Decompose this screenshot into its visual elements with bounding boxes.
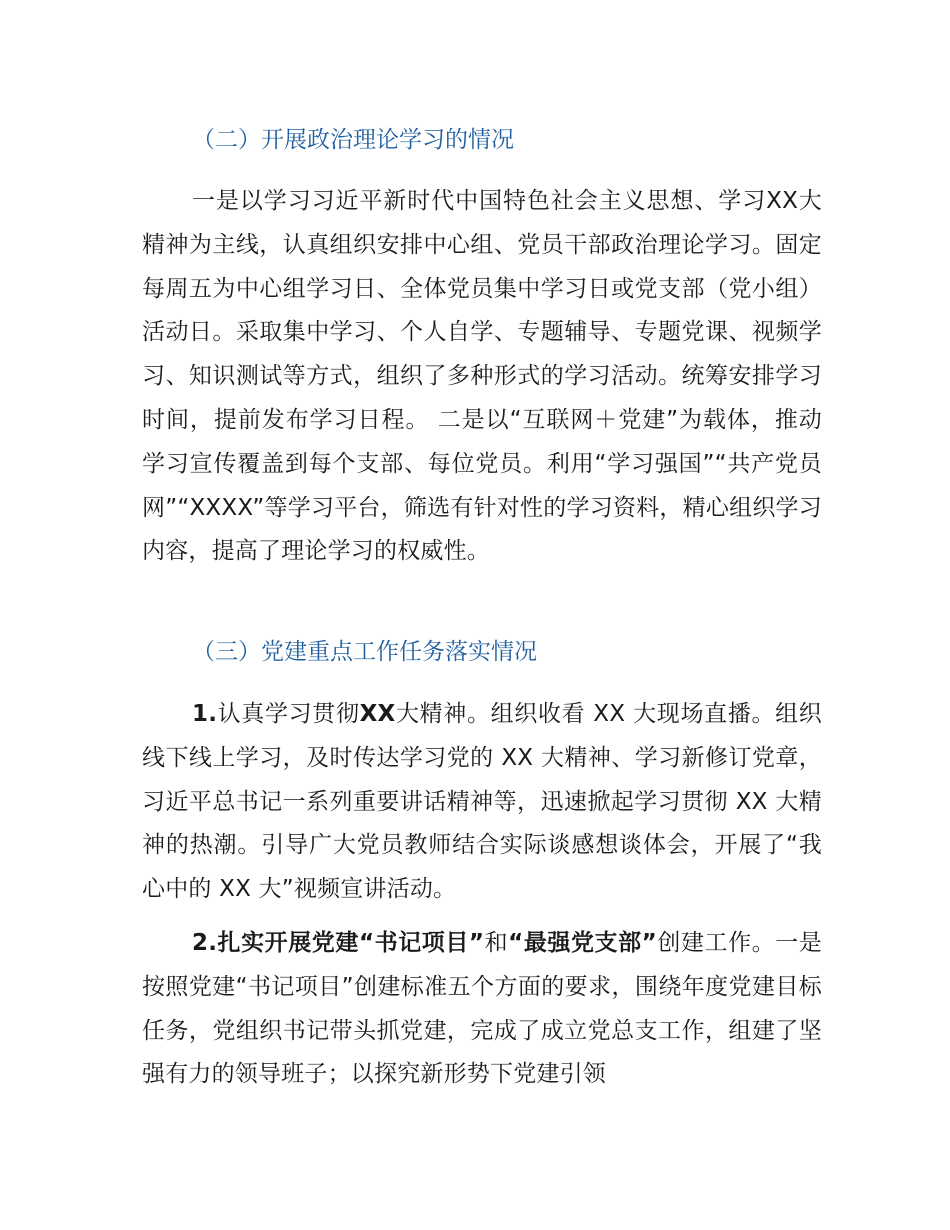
item-1-lead-b: 大精神。	[395, 701, 491, 727]
item-1-paragraph	[142, 693, 822, 912]
item-2-paragraph	[142, 922, 822, 1097]
item-1-body: 组织收看 XX 大现场直播。组织线下线上学习，及时传达学习党的 XX 大精神、学习新修订党章，习近平总书记一系列重要讲话精神等，迅速掀起学习贯彻 XX 大精神的热潮。引导广大党员教师结合实际谈感想谈体会，开展了“我心中的 XX 大”视频宣讲活动。	[142, 701, 822, 903]
item-1-number: 1.	[192, 701, 218, 727]
section-2-paragraph: 一是以学习习近平新时代中国特色社会主义思想、学习XX大精神为主线，认真组织安排中心组、党员干部政治理论学习。固定每周五为中心组学习日、全体党员集中学习日或党支部（党小组）活动日。采取集中学习、个人自学、专题辅导、专题党课、视频学习、知识测试等方式，组织了多种形式的学习活动。统筹安排学习时间，提前发布学习日程。 二是以“互联网＋党建”为载体，推动学习宣传覆盖到每个支部、每位党员。利用“学习强国”“共产党员网”“XXXX”等学习平台，筛选有针对性的学习资料，精心组织学习内容，提高了理论学习的权威性。	[142, 188, 822, 565]
section-2-heading: （二）开展政治理论学习的情况	[192, 127, 514, 153]
item-2-lead-q2: “最强党支部”	[508, 930, 658, 956]
item-2-lead-b: 创建工作。	[657, 930, 776, 956]
item-1-lead-xx: XX	[359, 701, 396, 727]
item-2-body: 一是按照党建“书记项目”创建标准五个方面的要求，围绕年度党建目标任务，党组织书记带头抓党建，完成了成立党总支工作，组建了坚强有力的领导班子；以探究新形势下党建引领	[142, 930, 823, 1088]
item-2-lead-a: 扎实开展党建	[217, 930, 359, 956]
item-2-number: 2.	[192, 930, 218, 956]
item-2-lead-q1: “书记项目”	[358, 930, 485, 956]
item-2-lead-and: 和	[484, 930, 509, 956]
section-3-heading: （三）党建重点工作任务落实情况	[192, 639, 537, 665]
item-1-lead-a: 认真学习贯彻	[217, 701, 360, 727]
